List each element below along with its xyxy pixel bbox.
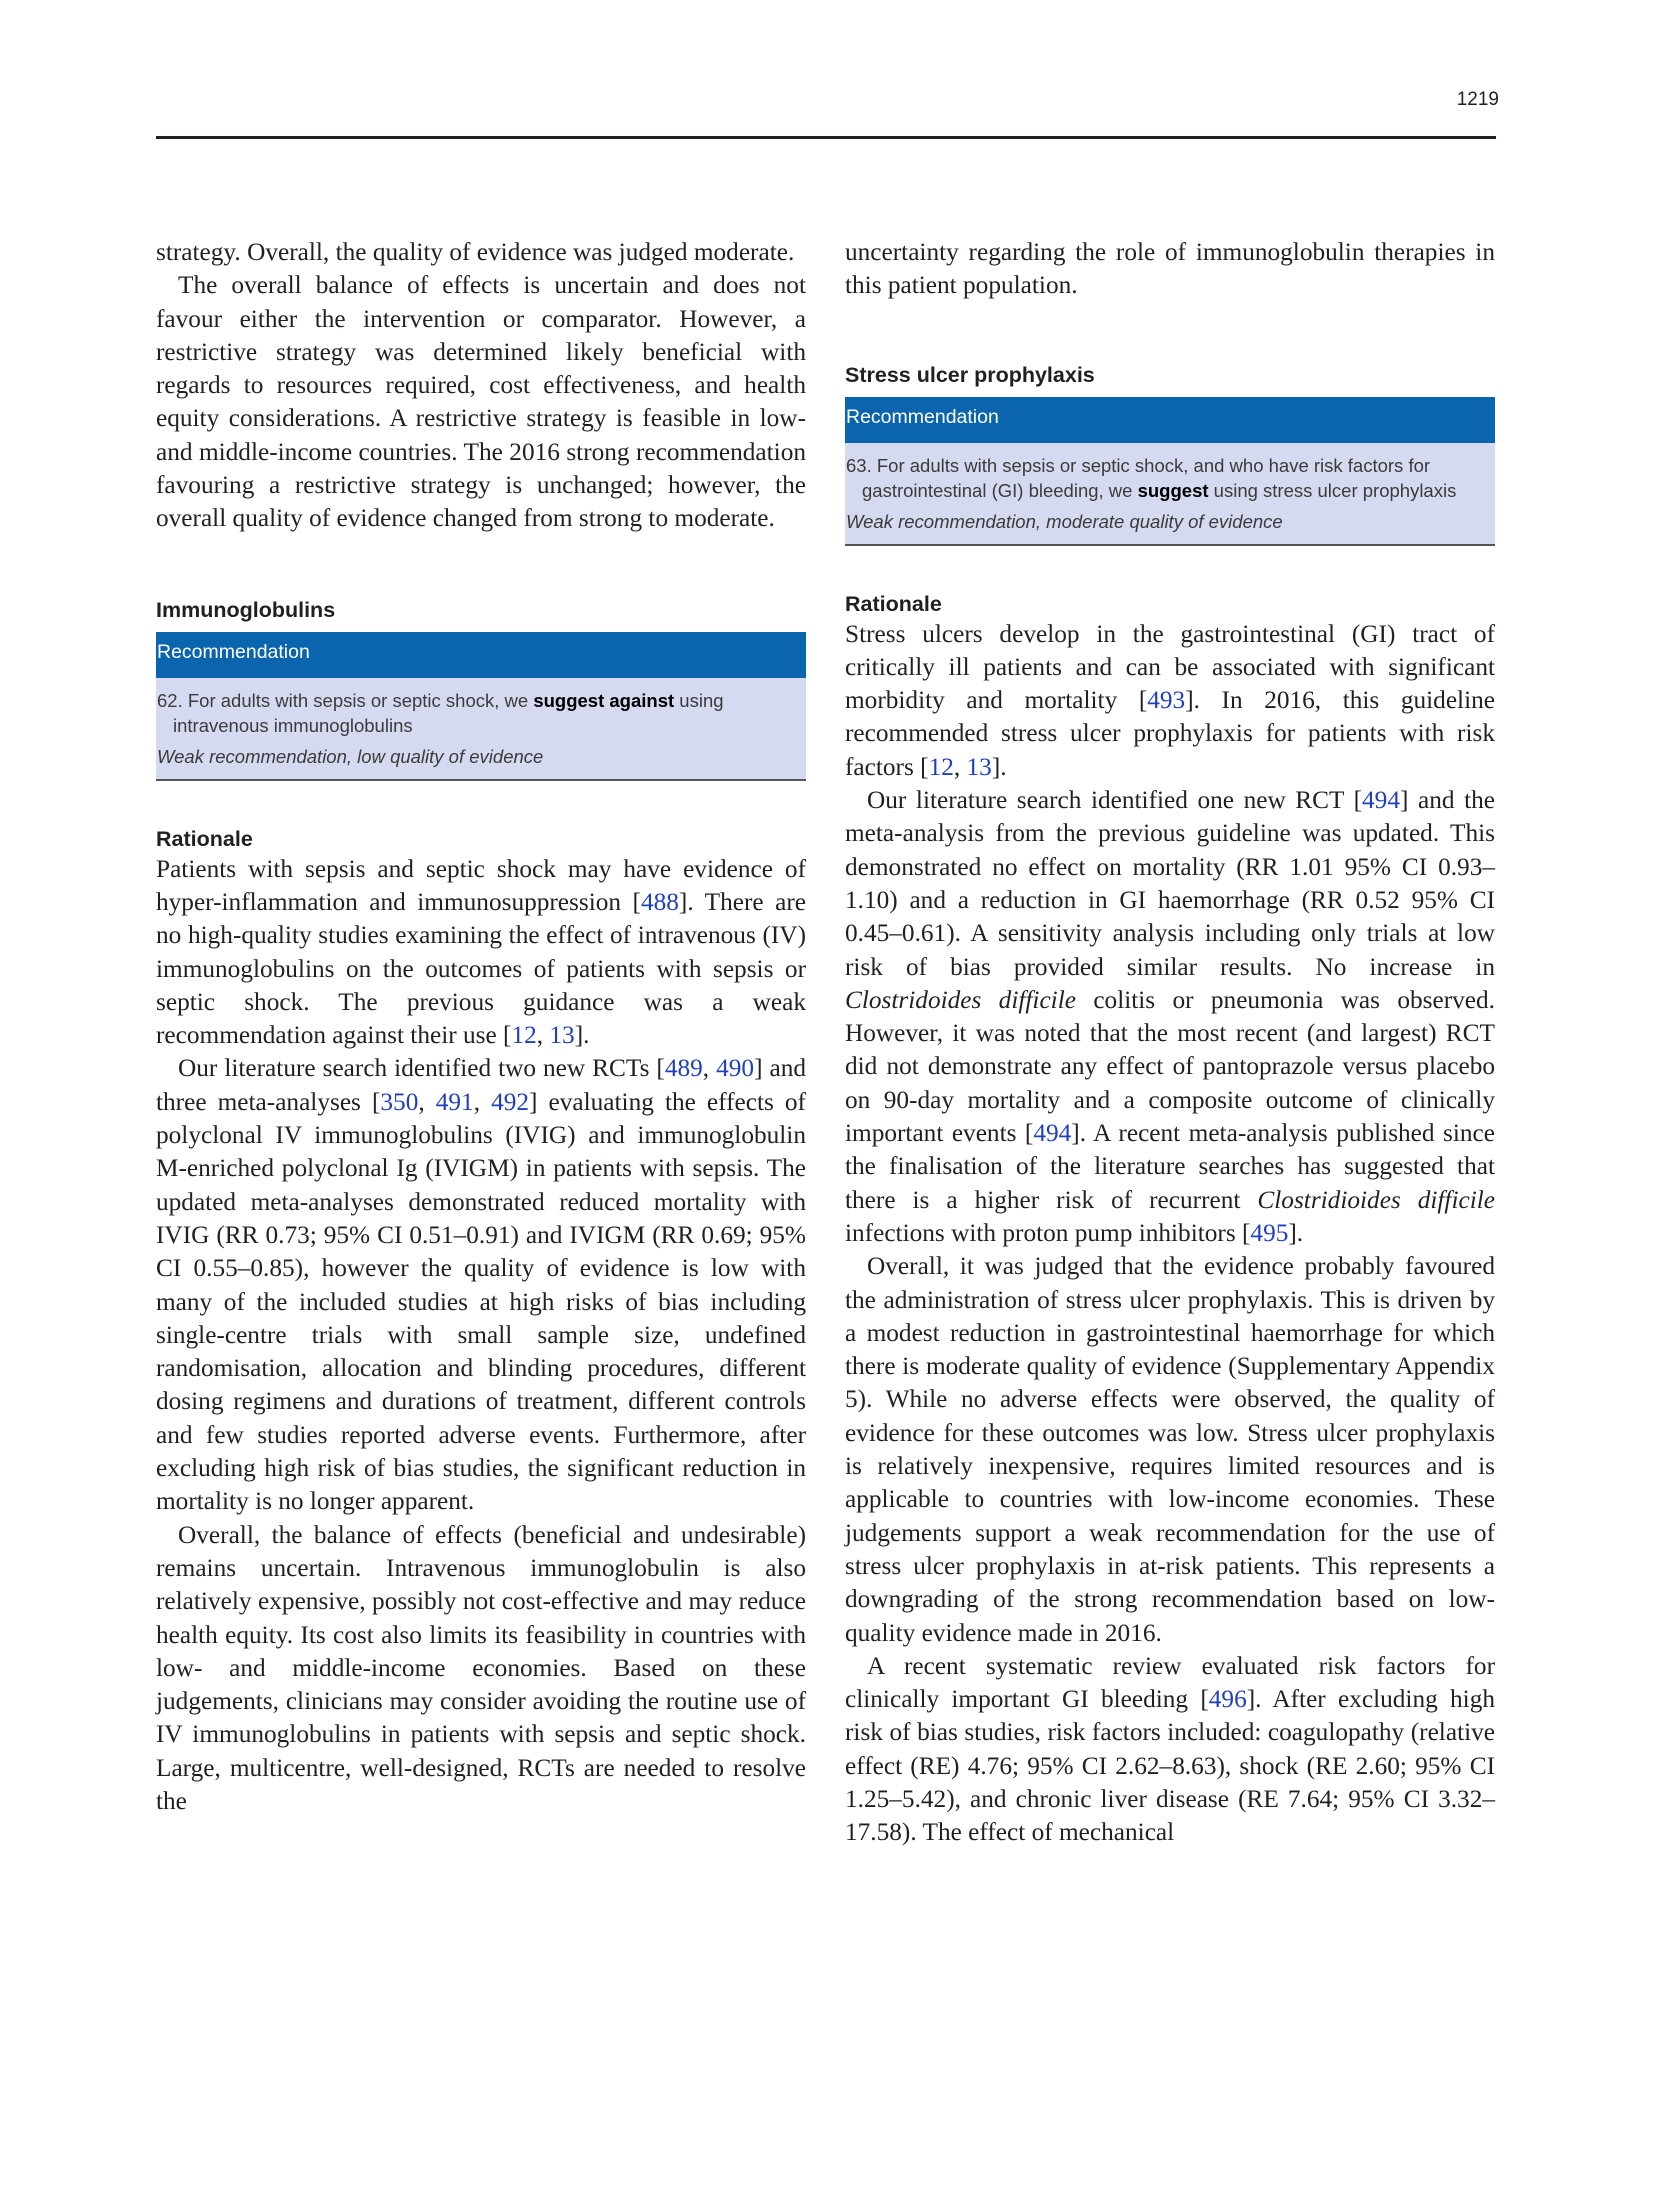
text-run: Overall, the balance of effects (beneficial and undesirable) remains uncertain. Intravenous immunoglobulin is also relatively expensive, possibly not cost-effective and may reduce health equity. Its cost also limits its feasibility in countries with low- and middle-income economies. Based on these judgements, clinicians may consider avoiding the routine use of IV immunoglobulins in patients with sepsis and septic shock. Large, multicentre, well-designed, RCTs are needed to resolve the <box>156 1520 806 1815</box>
italic-term: Clostridioides difficile <box>1257 1185 1496 1214</box>
right-column <box>845 236 1495 1850</box>
text-run: , <box>473 1087 492 1116</box>
paragraph <box>156 1519 806 1819</box>
text-run: uncertainty regarding the role of immunoglobulin therapies in this patient population. <box>845 238 1495 300</box>
text-run: Stress ulcers develop in the gastrointestinal (GI) tract of critically ill patients and can be associated with significant morbidity and mortality [ <box>845 619 1495 715</box>
recommendation-box-62 <box>156 632 806 781</box>
header-rule <box>156 136 1496 139</box>
citation-link[interactable]: 491 <box>435 1087 474 1116</box>
citation-link[interactable]: 12 <box>511 1021 537 1050</box>
text-run: ]. A recent meta-analysis published since the finalisation of the literature searches has suggested that there is a higher risk of recurrent <box>845 1119 1495 1214</box>
recommendation-header: Recommendation <box>156 632 806 678</box>
section-heading-stress-ulcer: Stress ulcer prophylaxis <box>845 362 1095 387</box>
recommendation-text-pre: 62. For adults with sepsis or septic shock, we <box>157 689 534 711</box>
recommendation-text-pre: 63. For adults with sepsis or septic shock, and who have risk factors for gastrointestinal (GI) bleeding, we <box>846 454 1431 501</box>
citation-link[interactable]: 13 <box>966 752 992 781</box>
recommendation-text <box>846 453 1494 503</box>
recommendation-strength: suggest against <box>533 689 675 711</box>
text-run: ]. After excluding high risk of bias studies, risk factors included: coagulopathy (relative effect (RE) 4.76; 95% CI 2.62–8.63), shock (RE 2.60; 95% CI 1.25–5.42), and chronic liver disease (RE 7.64; 95% CI 3.32–17.58). The effect of mechanical <box>845 1685 1495 1847</box>
left-column <box>156 236 806 1818</box>
page-number: 1219 <box>1456 89 1499 110</box>
citation-link[interactable]: 13 <box>549 1021 575 1050</box>
paragraph <box>845 1650 1495 1850</box>
paragraph <box>156 853 806 1053</box>
text-run: , <box>702 1054 717 1083</box>
paragraph <box>845 618 1495 784</box>
text-run: Patients with sepsis and septic shock may have evidence of hyper-inflammation and immunosuppression [ <box>156 854 806 916</box>
citation-link[interactable]: 495 <box>1250 1218 1289 1247</box>
text-run: The overall balance of effects is uncertain and does not favour either the intervention or comparator. However, a restrictive strategy was determined likely beneficial with regards to resources required, cost effectiveness, and health equity considerations. A restrictive strategy is feasible in low- and middle-income countries. The 2016 strong recommendation favouring a restrictive strategy is unchanged; however, the overall quality of evidence changed from strong to moderate. <box>156 271 806 533</box>
paragraph <box>156 269 806 535</box>
text-run: ]. There are no high-quality studies examining the effect of intravenous (IV) immunoglobulins on the outcomes of patients with sepsis or septic shock. The previous guidance was a weak recommendation against their use [ <box>156 887 806 1050</box>
text-run: infections with proton pump inhibitors [ <box>845 1218 1251 1247</box>
text-run: ] and three meta-analyses [ <box>156 1054 806 1116</box>
citation-link[interactable]: 494 <box>1362 786 1400 815</box>
italic-term: Clostridoides difficile <box>845 985 1076 1014</box>
text-run: ]. <box>991 752 1007 781</box>
text-run: A recent systematic review evaluated risk factors for clinically important GI bleeding [ <box>845 1651 1495 1714</box>
text-run: Overall, it was judged that the evidence probably favoured the administration of stress ulcer prophylaxis. This is driven by a modest reduction in gastrointestinal haemorrhage for which there is moderate quality of evidence (Supplementary Appendix 5). While no adverse effects were observed, the quality of evidence for these outcomes was low. Stress ulcer prophylaxis is relatively inexpensive, requires limited resources and is applicable to countries with low-income economies. These judgements support a weak recommendation for the use of stress ulcer prophylaxis in at-risk patients. This represents a downgrading of the strong recommendation based on low-quality evidence made in 2016. <box>845 1252 1495 1647</box>
text-run: colitis or pneumonia was observed. However, it was noted that the most recent (and largest) RCT did not demonstrate any effect of pantoprazole versus placebo on 90-day mortality and a composite outcome of clinically important events [ <box>845 985 1495 1148</box>
text-run: ]. <box>1288 1218 1304 1247</box>
text-run: , <box>536 1021 550 1050</box>
rationale-heading: Rationale <box>845 591 942 616</box>
recommendation-header: Recommendation <box>845 397 1495 443</box>
citation-link[interactable]: 488 <box>640 887 679 916</box>
text-run: Our literature search identified two new RCTs [ <box>178 1054 665 1083</box>
text-run: ]. In 2016, this guideline recommended stress ulcer prophylaxis for patients with risk factors [ <box>845 686 1495 781</box>
text-run: ]. <box>574 1021 590 1050</box>
citation-link[interactable]: 490 <box>716 1054 755 1083</box>
recommendation-strength: suggest <box>1137 479 1209 501</box>
recommendation-body <box>845 443 1495 546</box>
recommendation-text <box>157 688 805 738</box>
section-heading-immunoglobulins: Immunoglobulins <box>156 597 336 622</box>
citation-link[interactable]: 12 <box>928 752 954 781</box>
recommendation-grade: Weak recommendation, low quality of evidence <box>157 745 544 767</box>
recommendation-grade: Weak recommendation, moderate quality of evidence <box>846 510 1283 532</box>
text-run: , <box>418 1087 436 1116</box>
text-run: ] evaluating the effects of polyclonal IV immunoglobulins (IVIG) and immunoglobulin M-enriched polyclonal Ig (IVIGM) in patients with sepsis. The updated meta-analyses demonstrated reduced mortality with IVIG (RR 0.73; 95% CI 0.51–0.91) and IVIGM (RR 0.69; 95% CI 0.55–0.85), however the quality of evidence is low with many of the included studies at high risks of bias including single-centre trials with small sample size, undefined randomisation, allocation and blinding procedures, different dosing regimens and durations of treatment, different controls and few studies reported adverse events. Furthermore, after excluding high risk of bias studies, the significant reduction in mortality is no longer apparent. <box>156 1087 806 1516</box>
paragraph <box>845 784 1495 1250</box>
recommendation-text-post: using intravenous immunoglobulins <box>173 689 724 736</box>
citation-link[interactable]: 489 <box>664 1054 703 1083</box>
citation-link[interactable]: 350 <box>380 1087 419 1116</box>
paragraph <box>845 1250 1495 1650</box>
citation-link[interactable]: 494 <box>1033 1119 1072 1148</box>
text-run: Our literature search identified one new RCT [ <box>867 786 1363 815</box>
recommendation-body <box>156 678 806 781</box>
citation-link[interactable]: 493 <box>1147 686 1186 715</box>
paragraph <box>156 1052 806 1518</box>
citation-link[interactable]: 496 <box>1208 1685 1247 1714</box>
paragraph <box>845 236 1495 303</box>
paragraph <box>156 236 806 269</box>
text-run: , <box>953 752 967 781</box>
citation-link[interactable]: 492 <box>491 1087 530 1116</box>
text-run: ] and the meta-analysis from the previous guideline was updated. This demonstrated no effect on mortality (RR 1.01 95% CI 0.93–1.10) and a reduction in GI haemorrhage (RR 0.52 95% CI 0.45–0.61). A sensitivity analysis including only trials at low risk of bias provided similar results. No increase in <box>845 786 1495 981</box>
recommendation-text-post: using stress ulcer prophylaxis <box>1208 479 1457 501</box>
recommendation-box-63 <box>845 397 1495 546</box>
rationale-heading: Rationale <box>156 826 253 851</box>
text-run: strategy. Overall, the quality of evidence was judged moderate. <box>156 238 795 266</box>
